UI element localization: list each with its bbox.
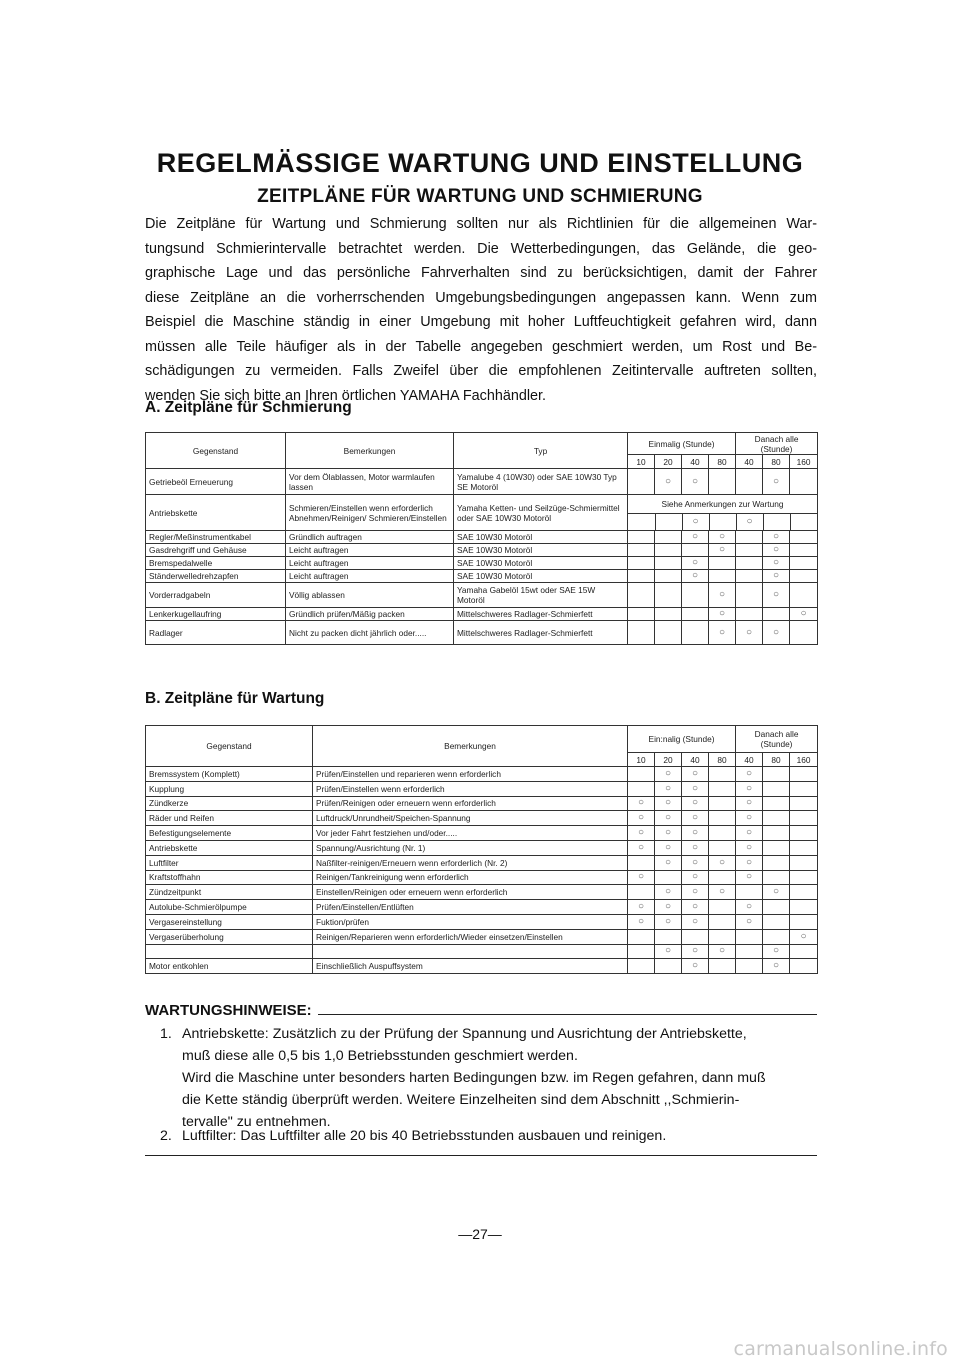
remarks-cell: Naßfilter-reinigen/Erneuern wenn erforderlich (Nr. 2) xyxy=(313,855,628,870)
header-hour: 20 xyxy=(655,455,682,469)
note-line: tervalle" zu entnehmen. xyxy=(182,1114,331,1130)
mark-cell xyxy=(709,513,736,530)
mark-cell xyxy=(709,811,736,826)
header-remarks: Bemerkungen xyxy=(286,433,454,469)
mark-cell: ○ xyxy=(682,811,709,826)
mark-cell xyxy=(763,767,790,782)
header-hour: 40 xyxy=(736,753,763,767)
note-number: 2. xyxy=(160,1128,172,1144)
remarks-cell: Vor dem Ölablassen, Motor warmlaufen lassen xyxy=(286,469,454,495)
table-row xyxy=(146,531,818,544)
type-cell: SAE 10W30 Motoröl xyxy=(454,544,628,557)
section-b-heading: B. Zeitpläne für Wartung xyxy=(145,690,325,707)
mark-cell: ○ xyxy=(763,570,790,583)
mark-cell xyxy=(628,531,655,544)
mark-cell: ○ xyxy=(682,914,709,929)
table-row xyxy=(146,914,818,929)
page-subtitle: ZEITPLÄNE FÜR WARTUNG UND SCHMIERUNG xyxy=(257,186,703,207)
mark-cell: ○ xyxy=(682,570,709,583)
lubrication-schedule-table xyxy=(145,432,818,645)
item-cell: Ständerwelledrehzapfen xyxy=(146,570,286,583)
header-item: Gegenstand xyxy=(146,726,313,767)
item-cell xyxy=(146,944,313,959)
header-hour: 10 xyxy=(628,455,655,469)
remarks-cell: Gründlich prüfen/Mäßig packen xyxy=(286,608,454,621)
mark-cell xyxy=(709,557,736,570)
mark-cell: ○ xyxy=(736,855,763,870)
mark-cell xyxy=(655,531,682,544)
span-note: Siehe Anmerkungen zur Wartung xyxy=(628,495,817,513)
mark-cell xyxy=(655,959,682,974)
mark-cell xyxy=(790,531,818,544)
mark-cell xyxy=(790,914,818,929)
mark-cell: ○ xyxy=(682,767,709,782)
mark-cell xyxy=(709,767,736,782)
mark-cell xyxy=(682,929,709,944)
mark-cell xyxy=(628,544,655,557)
table-row xyxy=(146,767,818,782)
mark-cell xyxy=(736,557,763,570)
remarks-cell: Fuktion/prüfen xyxy=(313,914,628,929)
mark-cell: ○ xyxy=(682,900,709,915)
table-row xyxy=(146,855,818,870)
watermark: carmanualsonline.info xyxy=(733,1338,948,1360)
table-row xyxy=(146,796,818,811)
table-row xyxy=(146,557,818,570)
mark-cell: ○ xyxy=(736,796,763,811)
table-row xyxy=(146,544,818,557)
mark-cell xyxy=(790,583,818,608)
mark-cell: ○ xyxy=(655,900,682,915)
mark-cell xyxy=(628,781,655,796)
remarks-cell: Prüfen/Einstellen und reparieren wenn erforderlich xyxy=(313,767,628,782)
mark-cell: ○ xyxy=(709,944,736,959)
mark-cell: ○ xyxy=(655,811,682,826)
item-cell: Getriebeöl Erneuerung xyxy=(146,469,286,495)
table-row xyxy=(146,469,818,495)
mark-cell xyxy=(736,885,763,900)
remarks-cell: Leicht auftragen xyxy=(286,570,454,583)
item-cell: Vergasereinstellung xyxy=(146,914,313,929)
mark-cell: ○ xyxy=(763,469,790,495)
mark-cell: ○ xyxy=(736,621,763,645)
remarks-cell: Spannung/Ausrichtung (Nr. 1) xyxy=(313,840,628,855)
header-once: Einmalig (Stunde) xyxy=(628,433,736,455)
mark-cell xyxy=(790,944,818,959)
mark-cell xyxy=(790,796,818,811)
table-row xyxy=(146,959,818,974)
mark-cell xyxy=(790,621,818,645)
header-hour: 80 xyxy=(709,455,736,469)
remarks-cell: Reinigen/Reparieren wenn erforderlich/Wieder einsetzen/Einstellen xyxy=(313,929,628,944)
mark-cell xyxy=(763,608,790,621)
table-row xyxy=(146,840,818,855)
mark-cell xyxy=(655,570,682,583)
header-hour: 40 xyxy=(682,455,709,469)
mark-cell: ○ xyxy=(682,959,709,974)
mark-cell xyxy=(628,608,655,621)
note-line: die Kette ständig überprüft werden. Weitere Einzelheiten sind dem Abschnitt ,,Schmierin- xyxy=(182,1092,740,1108)
remarks-cell: Prüfen/Reinigen oder erneuern wenn erforderlich xyxy=(313,796,628,811)
mark-cell xyxy=(763,513,790,530)
note-item xyxy=(160,1125,820,1147)
mark-cell: ○ xyxy=(655,469,682,495)
type-cell: SAE 10W30 Motoröl xyxy=(454,557,628,570)
header-hour: 40 xyxy=(682,753,709,767)
note-line: muß diese alle 0,5 bis 1,0 Betriebsstunden geschmiert werden. xyxy=(182,1048,578,1064)
remarks-cell: Schmieren/Einstellen wenn erforderlich Abnehmen/Reinigen/ Schmieren/Einstellen xyxy=(286,495,454,531)
intro-line: tungsund Schmierintervalle betrachtet werden. Die Wetterbedingungen, das Gelände, die geo- xyxy=(145,240,817,257)
mark-cell xyxy=(682,621,709,645)
header-hour: 20 xyxy=(655,753,682,767)
mark-cell: ○ xyxy=(682,855,709,870)
mark-cell xyxy=(709,914,736,929)
mark-cell: ○ xyxy=(763,959,790,974)
mark-cell: ○ xyxy=(682,469,709,495)
item-cell: Gasdrehgriff und Gehäuse xyxy=(146,544,286,557)
page-number: —27— xyxy=(458,1226,502,1242)
mark-cell: ○ xyxy=(763,531,790,544)
section-a-heading: A. Zeitpläne für Schmierung xyxy=(145,399,352,416)
remarks-cell: Vor jeder Fahrt festziehen und/oder..... xyxy=(313,826,628,841)
mark-cell: ○ xyxy=(655,826,682,841)
mark-cell: ○ xyxy=(709,885,736,900)
header-once: Ein:nalig (Stunde) xyxy=(628,726,736,753)
item-cell: Zündkerze xyxy=(146,796,313,811)
mark-cell: ○ xyxy=(736,900,763,915)
table-row xyxy=(146,781,818,796)
mark-cell: ○ xyxy=(682,513,709,530)
mark-cell: ○ xyxy=(709,531,736,544)
mark-cell: ○ xyxy=(736,914,763,929)
mark-cell: ○ xyxy=(709,544,736,557)
mark-cell xyxy=(628,929,655,944)
mark-cell xyxy=(790,781,818,796)
mark-cell xyxy=(790,767,818,782)
mark-cell xyxy=(628,767,655,782)
note-span-cell xyxy=(628,495,818,531)
remarks-cell: Einstellen/Reinigen oder erneuern wenn erforderlich xyxy=(313,885,628,900)
mark-cell xyxy=(682,544,709,557)
item-cell: Radlager xyxy=(146,621,286,645)
mark-cell xyxy=(763,826,790,841)
mark-cell: ○ xyxy=(763,944,790,959)
table-row xyxy=(146,885,818,900)
mark-cell xyxy=(655,513,682,530)
mark-cell: ○ xyxy=(628,900,655,915)
mark-cell xyxy=(790,855,818,870)
header-hour: 80 xyxy=(709,753,736,767)
table-row xyxy=(146,621,818,645)
bottom-rule xyxy=(145,1155,817,1156)
intro-line: graphische Lage und das persönliche Fahrverhalten sind zu berücksichtigen, damit der Fahrer xyxy=(145,265,817,281)
mark-cell xyxy=(736,570,763,583)
mark-cell: ○ xyxy=(628,811,655,826)
mark-cell: ○ xyxy=(763,583,790,608)
header-hour: 80 xyxy=(763,753,790,767)
mark-cell: ○ xyxy=(682,870,709,885)
mark-cell: ○ xyxy=(709,855,736,870)
mark-cell: ○ xyxy=(736,840,763,855)
note-line: Wird die Maschine unter besonders harten Bedingungen bzw. im Regen gefahren, dann muß xyxy=(182,1070,766,1086)
mark-cell: ○ xyxy=(682,944,709,959)
item-cell: Zündzeitpunkt xyxy=(146,885,313,900)
mark-cell: ○ xyxy=(655,855,682,870)
mark-cell xyxy=(790,840,818,855)
mark-cell xyxy=(709,959,736,974)
mark-cell xyxy=(655,544,682,557)
remarks-cell xyxy=(313,944,628,959)
mark-cell xyxy=(709,469,736,495)
mark-cell: ○ xyxy=(790,608,818,621)
table-row xyxy=(146,826,818,841)
intro-line: Die Zeitpläne für Wartung und Schmierung sollten nur als Richtlinien für die allgemeinen War- xyxy=(145,216,817,232)
mark-cell: ○ xyxy=(655,767,682,782)
note-number: 1. xyxy=(160,1026,172,1042)
maintenance-schedule-table xyxy=(145,725,818,974)
mark-cell xyxy=(655,621,682,645)
item-cell: Befestigungselemente xyxy=(146,826,313,841)
mark-cell: ○ xyxy=(709,608,736,621)
mark-cell: ○ xyxy=(628,870,655,885)
mark-cell xyxy=(628,959,655,974)
mark-cell: ○ xyxy=(763,885,790,900)
mark-cell xyxy=(736,469,763,495)
mark-cell: ○ xyxy=(736,870,763,885)
type-cell: SAE 10W30 Motoröl xyxy=(454,531,628,544)
type-cell: SAE 10W30 Motoröl xyxy=(454,570,628,583)
mark-cell: ○ xyxy=(655,796,682,811)
mark-cell xyxy=(709,781,736,796)
mark-cell xyxy=(709,929,736,944)
item-cell: Lenkerkugellaufring xyxy=(146,608,286,621)
mark-cell xyxy=(790,826,818,841)
note-item xyxy=(160,1023,820,1133)
mark-cell: ○ xyxy=(682,840,709,855)
table-row xyxy=(146,900,818,915)
mark-cell xyxy=(709,840,736,855)
mark-cell xyxy=(790,557,818,570)
item-cell: Luftfilter xyxy=(146,855,313,870)
mark-cell: ○ xyxy=(655,781,682,796)
mark-cell xyxy=(790,959,818,974)
mark-cell xyxy=(709,870,736,885)
type-cell: Mittelschweres Radlager-Schmierfett xyxy=(454,608,628,621)
mark-cell: ○ xyxy=(709,583,736,608)
mark-cell xyxy=(628,469,655,495)
item-cell: Vergaserüberholung xyxy=(146,929,313,944)
item-cell: Bremssystem (Komplett) xyxy=(146,767,313,782)
mark-cell xyxy=(628,855,655,870)
mark-cell: ○ xyxy=(682,531,709,544)
mark-cell xyxy=(709,796,736,811)
mark-cell: ○ xyxy=(682,557,709,570)
intro-line: diese Zeitpläne an die vorherrschenden Umgebungsbedingungen angepassen kann. Wenn zum xyxy=(145,289,817,306)
mark-cell: ○ xyxy=(655,840,682,855)
mark-cell: ○ xyxy=(655,914,682,929)
note-line: Luftfilter: Das Luftfilter alle 20 bis 40 Betriebsstunden ausbauen und reinigen. xyxy=(182,1128,667,1144)
mark-cell: ○ xyxy=(736,767,763,782)
mark-cell: ○ xyxy=(682,781,709,796)
mark-cell xyxy=(763,781,790,796)
mark-cell xyxy=(682,608,709,621)
mark-cell: ○ xyxy=(736,826,763,841)
mark-cell xyxy=(709,900,736,915)
notes-heading-text: WARTUNGSHINWEISE: xyxy=(145,1002,312,1019)
mark-cell xyxy=(655,870,682,885)
mark-cell xyxy=(763,855,790,870)
mark-cell xyxy=(736,544,763,557)
mark-cell xyxy=(790,811,818,826)
mark-cell xyxy=(709,826,736,841)
intro-paragraph xyxy=(145,212,817,408)
mark-cell: ○ xyxy=(763,557,790,570)
mark-cell xyxy=(763,811,790,826)
mark-cell: ○ xyxy=(682,826,709,841)
mark-cell xyxy=(736,608,763,621)
mark-cell xyxy=(790,870,818,885)
mark-cell: ○ xyxy=(736,811,763,826)
header-hour: 80 xyxy=(763,455,790,469)
mark-cell xyxy=(790,544,818,557)
remarks-cell: Nicht zu packen dicht jährlich oder..... xyxy=(286,621,454,645)
table-row xyxy=(146,583,818,608)
remarks-cell: Prüfen/Einstellen/Entlüften xyxy=(313,900,628,915)
type-cell: Yamaha Ketten- und Seilzüge-Schmiermittel oder SAE 10W30 Motoröl xyxy=(454,495,628,531)
table-row xyxy=(146,608,818,621)
mark-cell xyxy=(709,570,736,583)
mark-cell xyxy=(790,885,818,900)
intro-line: Beispiel die Maschine ständig in einer Umgebung mit hoher Luftfeuchtigkeit gefahren wird, dann xyxy=(145,314,817,330)
type-cell: Yamaha Gabelöl 15wt oder SAE 15W Motoröl xyxy=(454,583,628,608)
remarks-cell: Leicht auftragen xyxy=(286,557,454,570)
note-line: Antriebskette: Zusätzlich zu der Prüfung der Spannung und Ausrichtung der Antriebskette, xyxy=(182,1026,747,1042)
mark-cell xyxy=(736,531,763,544)
table-row xyxy=(146,811,818,826)
remarks-cell: Völlig ablassen xyxy=(286,583,454,608)
item-cell: Antriebskette xyxy=(146,495,286,531)
mark-cell xyxy=(655,583,682,608)
remarks-cell: Luftdruck/Unrundheit/Speichen-Spannung xyxy=(313,811,628,826)
item-cell: Bremspedalwelle xyxy=(146,557,286,570)
table-row xyxy=(146,944,818,959)
header-after: Danach alle (Stunde) xyxy=(736,726,818,753)
mark-cell xyxy=(790,513,817,530)
item-cell: Räder und Reifen xyxy=(146,811,313,826)
mark-cell xyxy=(628,621,655,645)
item-cell: Vorderradgabeln xyxy=(146,583,286,608)
mark-cell xyxy=(736,944,763,959)
header-hour: 160 xyxy=(790,753,818,767)
table-row xyxy=(146,929,818,944)
mark-cell: ○ xyxy=(763,621,790,645)
mark-cell xyxy=(763,900,790,915)
mark-cell xyxy=(628,885,655,900)
table-row xyxy=(146,495,818,531)
mark-cell xyxy=(628,513,655,530)
mark-cell: ○ xyxy=(682,885,709,900)
item-cell: Antriebskette xyxy=(146,840,313,855)
mark-cell: ○ xyxy=(628,826,655,841)
mark-cell xyxy=(628,944,655,959)
header-hour: 40 xyxy=(736,455,763,469)
mark-cell: ○ xyxy=(790,929,818,944)
mark-cell xyxy=(763,796,790,811)
page-title: REGELMÄSSIGE WARTUNG UND EINSTELLUNG xyxy=(156,148,804,178)
remarks-cell: Gründlich auftragen xyxy=(286,531,454,544)
mark-cell xyxy=(790,469,818,495)
item-cell: Kraftstoffhahn xyxy=(146,870,313,885)
mark-cell: ○ xyxy=(655,885,682,900)
header-item: Gegenstand xyxy=(146,433,286,469)
intro-line: schädigungen zu vermeiden. Falls Zweifel über die empfohlenen Zeitintervalle auftreten sollten, xyxy=(145,363,817,379)
mark-cell xyxy=(790,570,818,583)
table-row xyxy=(146,870,818,885)
type-cell: Yamalube 4 (10W30) oder SAE 10W30 Typ SE Motoröl xyxy=(454,469,628,495)
mark-cell: ○ xyxy=(736,781,763,796)
mark-cell xyxy=(655,929,682,944)
remarks-cell: Prüfen/Einstellen wenn erforderlich xyxy=(313,781,628,796)
header-after: Danach alle (Stunde) xyxy=(736,433,818,455)
maintenance-notes-heading xyxy=(145,1002,817,1019)
mark-cell xyxy=(655,608,682,621)
mark-cell: ○ xyxy=(628,914,655,929)
mark-cell xyxy=(682,583,709,608)
mark-cell xyxy=(628,570,655,583)
remarks-cell: Reinigen/Tankreinigung wenn erforderlich xyxy=(313,870,628,885)
header-hour: 160 xyxy=(790,455,818,469)
intro-line: müssen alle Teile häufiger als in der Tabelle angegeben geschmiert werden, um Rost und Be- xyxy=(145,338,817,355)
mark-cell xyxy=(763,929,790,944)
remarks-cell: Leicht auftragen xyxy=(286,544,454,557)
type-cell: Mittelschweres Radlager-Schmierfett xyxy=(454,621,628,645)
mark-cell xyxy=(628,583,655,608)
mark-cell: ○ xyxy=(628,796,655,811)
mark-cell: ○ xyxy=(763,544,790,557)
intro-line: wenden Sie sich bitte an Ihren örtlichen YAMAHA Fachhändler. xyxy=(145,387,547,404)
remarks-cell: Einschließlich Auspuffsystem xyxy=(313,959,628,974)
mark-cell xyxy=(628,557,655,570)
mark-cell xyxy=(763,840,790,855)
table-row xyxy=(146,570,818,583)
mark-cell xyxy=(790,900,818,915)
mark-cell: ○ xyxy=(655,944,682,959)
item-cell: Autolube-Schmierölpumpe xyxy=(146,900,313,915)
heading-rule xyxy=(318,1014,817,1015)
mark-cell: ○ xyxy=(682,796,709,811)
header-remarks: Bemerkungen xyxy=(313,726,628,767)
mark-cell xyxy=(763,914,790,929)
mark-cell: ○ xyxy=(628,840,655,855)
mark-cell xyxy=(763,870,790,885)
mark-cell xyxy=(736,583,763,608)
mark-cell xyxy=(736,929,763,944)
item-cell: Motor entkohlen xyxy=(146,959,313,974)
header-hour: 10 xyxy=(628,753,655,767)
item-cell: Kupplung xyxy=(146,781,313,796)
item-cell: Regler/Meßinstrumentkabel xyxy=(146,531,286,544)
mark-cell xyxy=(655,557,682,570)
mark-cell: ○ xyxy=(709,621,736,645)
header-type: Typ xyxy=(454,433,628,469)
mark-cell: ○ xyxy=(736,513,763,530)
mark-cell xyxy=(736,959,763,974)
